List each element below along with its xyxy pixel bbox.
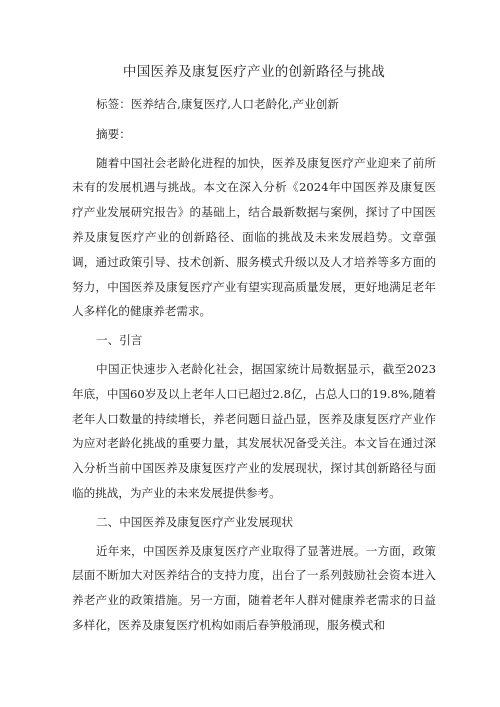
tags-line: 标签：医养结合,康复医疗,人口老龄化,产业创新: [96, 97, 339, 111]
section2-heading: 二、中国医养及康复医疗产业发展现状: [96, 514, 294, 529]
section1-heading: 一、引言: [96, 333, 143, 348]
abstract-paragraph: 随着中国社会老龄化进程的加快，医养及康复医疗产业迎来了前所未有的发展机遇与挑战。本文在深入分析《2024年中国医养及康复医疗产业发展研究报告》的基础上，结合最新数据与案例，探讨了中国医养及康复医疗产业的创新路径、面临的挑战及未来发展趋势。文章强调，通过政策引导、技术创新、服务模式升级以及人才培养等多方面的努力，中国医养及康复医疗产业有望实现高质量发展，更好地满足老年人多样化的健康养老需求。: [72, 155, 436, 319]
document-title: 中国医养及康复医疗产业的创新路径与挑战: [122, 64, 386, 80]
section1-paragraph: 中国正快速步入老龄化社会，据国家统计局数据显示，截至2023年底，中国60岁及以上老年人口已超过2.8亿，占总人口的19.8%,随着老年人口数量的持续增长，养老问题日益凸显，医养及康复医疗产业作为应对老龄化挑战的重要力量，其发展状况备受关注。本文旨在通过深入分析当前中国医养及康复医疗产业的发展现状，探讨其创新路径与面临的挑战，为产业的未来发展提供参考。: [72, 361, 436, 500]
abstract-label: 摘要：: [96, 126, 131, 141]
section2-paragraph: 近年来，中国医养及康复医疗产业取得了显著进展。一方面，政策层面不断加大对医养结合的支持力度，出台了一系列鼓励社会资本进入养老产业的政策措施。另一方面，随着老年人群对健康养老需求的日益多样化，医养及康复医疗机构如雨后春笋般涌现，服务模式和: [72, 543, 436, 632]
